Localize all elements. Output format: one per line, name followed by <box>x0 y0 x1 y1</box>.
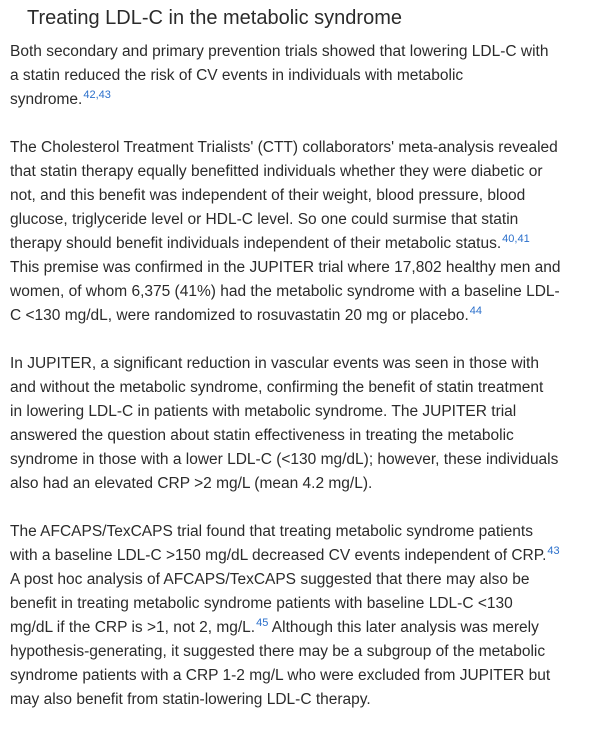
citation-link-42-43[interactable]: 42,43 <box>83 88 111 101</box>
text-line: hypothesis-generating, it suggested there may be a subgroup of the metabolic <box>10 643 546 660</box>
paragraph-4 <box>10 520 593 712</box>
text-line: A post hoc analysis of AFCAPS/TexCAPS suggested that there may also be <box>10 571 530 588</box>
section-body <box>10 40 593 736</box>
text-line <box>10 232 593 256</box>
text-line-content: mg/dL if the CRP is >1, not 2, mg/L. <box>10 619 256 636</box>
text-line-content: with a baseline LDL-C >150 mg/dL decreased CV events independent of CRP. <box>10 547 547 564</box>
text-line: in lowering LDL-C in patients with metabolic syndrome. The JUPITER trial <box>10 403 517 420</box>
text-line-content: C <130 mg/dL, were randomized to rosuvastatin 20 mg or placebo. <box>10 307 469 324</box>
text-line: syndrome patients with a CRP 1-2 mg/L who were excluded from JUPITER but <box>10 667 551 684</box>
text-line <box>10 544 593 568</box>
text-line: and without the metabolic syndrome, confirming the benefit of statin treatment <box>10 379 544 396</box>
text-line: In JUPITER, a significant reduction in vascular events was seen in those with <box>10 355 539 372</box>
text-line: glucose, triglyceride level or HDL-C level. So one could surmise that statin <box>10 211 519 228</box>
text-line-content: therapy should benefit individuals independent of their metabolic status. <box>10 235 502 252</box>
text-line: The Cholesterol Treatment Trialists' (CTT) collaborators' meta-analysis revealed <box>10 139 558 156</box>
text-line <box>10 304 593 328</box>
text-line: a statin reduced the risk of CV events in individuals with metabolic <box>10 67 464 84</box>
paragraph-1 <box>10 40 593 112</box>
text-line: that statin therapy equally benefitted individuals whether they were diabetic or <box>10 163 543 180</box>
citation-link-40-41[interactable]: 40,41 <box>502 232 530 245</box>
text-line: Both secondary and primary prevention trials showed that lowering LDL-C with <box>10 43 549 60</box>
text-line: may also benefit from statin-lowering LDL-C therapy. <box>10 691 371 708</box>
text-line: answered the question about statin effectiveness in treating the metabolic <box>10 427 514 444</box>
citation-link-45[interactable]: 45 <box>256 616 269 629</box>
text-line: benefit in treating metabolic syndrome patients with baseline LDL-C <130 <box>10 595 513 612</box>
paragraph-3 <box>10 352 593 496</box>
citation-link-43[interactable]: 43 <box>547 544 560 557</box>
text-line-content: syndrome. <box>10 91 83 108</box>
paragraph-2 <box>10 136 593 328</box>
text-line: This premise was confirmed in the JUPITER trial where 17,802 healthy men and <box>10 259 561 276</box>
text-line <box>10 616 593 640</box>
section-title: Treating LDL-C in the metabolic syndrome <box>27 7 402 29</box>
text-line: women, of whom 6,375 (41%) had the metabolic syndrome with a baseline LDL- <box>10 283 560 300</box>
text-line <box>10 88 593 112</box>
text-line-content: Although this later analysis was merely <box>268 619 539 636</box>
text-line: not, and this benefit was independent of their weight, blood pressure, blood <box>10 187 526 204</box>
text-line: syndrome in those with a lower LDL-C (<130 mg/dL); however, these individuals <box>10 451 559 468</box>
citation-link-44[interactable]: 44 <box>469 304 483 317</box>
text-line: also had an elevated CRP >2 mg/L (mean 4.2 mg/L). <box>10 475 373 492</box>
text-line: The AFCAPS/TexCAPS trial found that treating metabolic syndrome patients <box>10 523 533 540</box>
